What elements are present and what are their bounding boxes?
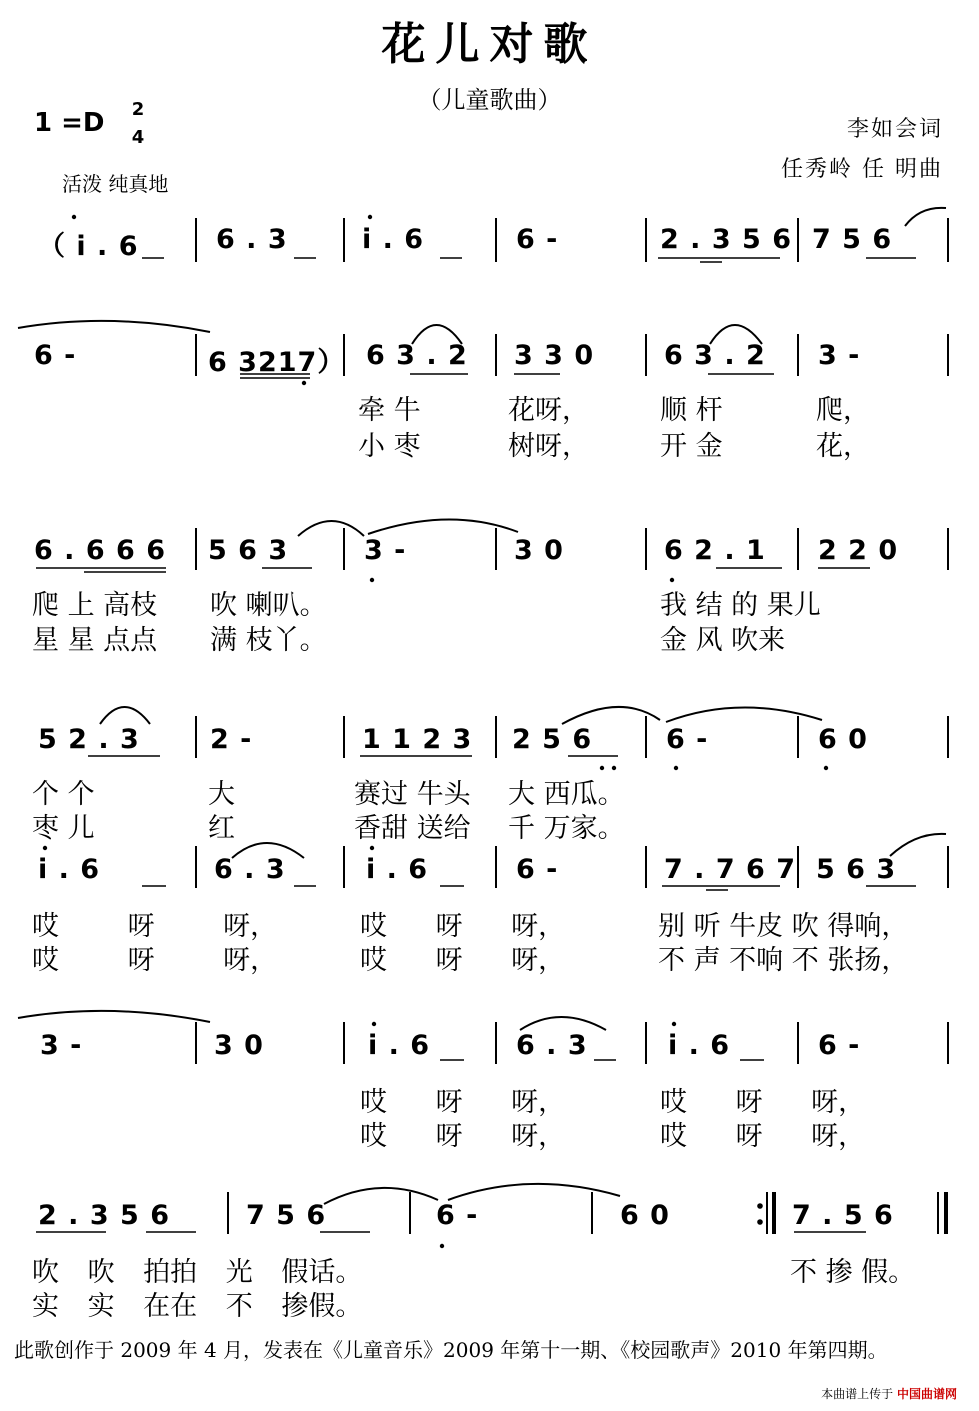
measure: i . 6 xyxy=(362,224,425,255)
measure: 6 3 . 2 xyxy=(366,340,468,371)
measure: i . 6 xyxy=(38,854,101,885)
source-prefix: 本曲谱上传于 xyxy=(821,1387,894,1401)
measure: 2 2 0 xyxy=(818,535,899,566)
lyric-verse-1: 爬， xyxy=(816,395,870,426)
measure: 7 5 6 xyxy=(246,1200,327,1231)
lyric-verse-1: 吹 吹 拍拍 光 假话。 xyxy=(32,1257,363,1288)
lyric-verse-2: 哎 呀 呀， xyxy=(660,1121,866,1152)
measure: i . 6 xyxy=(368,1030,431,1061)
measure: 6 0 xyxy=(818,724,868,755)
lyric-verse-2: 哎 呀 呀， xyxy=(32,945,278,976)
measure: 7 . 5 6 xyxy=(792,1200,894,1231)
composer-credit: 任秀岭 任 明曲 xyxy=(781,157,943,182)
lyric-verse-1: 花呀， xyxy=(508,395,589,426)
beams xyxy=(36,258,916,1232)
measure: i . 6 xyxy=(366,854,429,885)
lyric-verse-2: 开 金 xyxy=(660,431,723,462)
measure: 5 6 3 xyxy=(208,535,289,566)
measure: 3 0 xyxy=(514,535,564,566)
barlines-row-2 xyxy=(196,334,948,376)
lyric-verse-1: 哎 呀 呀， xyxy=(660,1087,866,1118)
lyric-verse-1: 哎 呀 呀， xyxy=(360,1087,566,1118)
lyric-verse-1: 顺 杆 xyxy=(660,395,723,426)
measure: 6 . 3 xyxy=(216,224,288,255)
lyric-verse-2: 树呀， xyxy=(508,431,589,462)
measure: 6 3217） xyxy=(208,347,346,378)
measure: 3 - xyxy=(40,1030,83,1061)
barlines-row-3 xyxy=(196,528,948,570)
lyric-verse-2: 小 枣 xyxy=(358,431,421,462)
lyric-verse-2: 哎 呀 呀， xyxy=(360,945,566,976)
slurs xyxy=(18,208,946,1204)
lyric-verse-1: 个 个 xyxy=(32,779,95,810)
lyric-verse-2: 星 星 点点 xyxy=(32,625,158,656)
measure: 3 3 0 xyxy=(514,340,595,371)
lyric-verse-2: 红 xyxy=(208,813,235,844)
measure: 6 - xyxy=(34,340,77,371)
measure: 6 3 . 2 xyxy=(664,340,766,371)
measure: 7 . 7 6 7 xyxy=(664,854,797,885)
meter-top: 2 xyxy=(131,99,145,120)
barlines-row-5 xyxy=(196,846,948,888)
footnote: 此歌创作于 2009 年 4 月，发表在《儿童音乐》2009 年第十一期、《校园歌声》2010 年第四期。 xyxy=(14,1338,888,1362)
measure: 6 2 . 1 xyxy=(664,535,766,566)
lyric-verse-1: 大 西瓜。 xyxy=(508,779,625,810)
key-signature: 1 =D xyxy=(34,108,105,138)
lyric-verse-1: 牵 牛 xyxy=(358,395,421,426)
measure: 2 5 6 xyxy=(512,724,593,755)
lyric-verse-1: 大 xyxy=(208,779,235,810)
measure: 6 . 3 xyxy=(516,1030,588,1061)
lyric-verse-1: 吹 喇叭。 xyxy=(210,590,327,621)
lyric-verse-2: 实 实 在在 不 掺假。 xyxy=(32,1291,363,1322)
measure: 5 6 3 xyxy=(816,854,897,885)
measure: 3 - xyxy=(364,535,407,566)
lyric-verse-1: 哎 呀 呀， xyxy=(32,911,278,942)
lyric-verse-1: 不 掺 假。 xyxy=(790,1257,916,1288)
source-site: 中国曲谱网 xyxy=(896,1387,957,1401)
lyric-verse-2: 满 枝丫。 xyxy=(210,625,327,656)
lyric-verse-1: 我 结 的 果儿 xyxy=(660,590,821,621)
measure: 6 - xyxy=(666,724,709,755)
barlines-row-6 xyxy=(196,1022,948,1064)
lyric-verse-1: 爬 上 高枝 xyxy=(32,590,158,621)
measure: i . 6 xyxy=(668,1030,731,1061)
lyric-verse-2: 金 风 吹来 xyxy=(660,625,786,656)
lyric-verse-2: 哎 呀 呀， xyxy=(360,1121,566,1152)
lyric-verse-2: 枣 儿 xyxy=(32,813,95,844)
measure: 6 . 3 xyxy=(214,854,286,885)
measure: 6 . 6 6 6 xyxy=(34,535,167,566)
measure: 6 0 xyxy=(620,1200,670,1231)
barlines-row-4 xyxy=(196,716,948,758)
song-title: 花儿对歌 xyxy=(381,19,598,70)
measure: 2 - xyxy=(210,724,253,755)
lyric-verse-1: 哎 呀 呀， xyxy=(360,911,566,942)
lyricist-credit: 李如会词 xyxy=(846,117,943,142)
lyric-verse-1: 别 听 牛皮 吹 得响， xyxy=(658,911,909,942)
lyric-verse-2: 不 声 不响 不 张扬， xyxy=(658,945,909,976)
tempo-marking: 活泼 纯真地 xyxy=(62,172,169,196)
barlines-row-1 xyxy=(196,218,948,262)
lyric-verse-2: 千 万家。 xyxy=(508,813,625,844)
measure: 6 - xyxy=(818,1030,861,1061)
measure: 3 0 xyxy=(214,1030,264,1061)
dots xyxy=(43,215,828,1248)
measure: 6 - xyxy=(516,224,559,255)
meter-bottom: 4 xyxy=(131,127,145,148)
measure: 2 . 3 5 6 xyxy=(38,1200,171,1231)
lyric-verse-1: 赛过 牛头 xyxy=(354,779,471,810)
measure: （ i . 6 xyxy=(38,231,139,262)
song-subtitle: （儿童歌曲） xyxy=(417,86,562,114)
measure: 2 . 3 5 6 xyxy=(660,224,793,255)
lyric-verse-2: 花， xyxy=(816,431,870,462)
measure: 6 - xyxy=(436,1200,479,1231)
lyric-verse-2: 香甜 送给 xyxy=(354,813,471,844)
measure: 6 - xyxy=(516,854,559,885)
measure: 3 - xyxy=(818,340,861,371)
measure: 1 1 2 3 xyxy=(362,724,473,755)
measure: 5 2 . 3 xyxy=(38,724,140,755)
measure: 7 5 6 xyxy=(812,224,893,255)
